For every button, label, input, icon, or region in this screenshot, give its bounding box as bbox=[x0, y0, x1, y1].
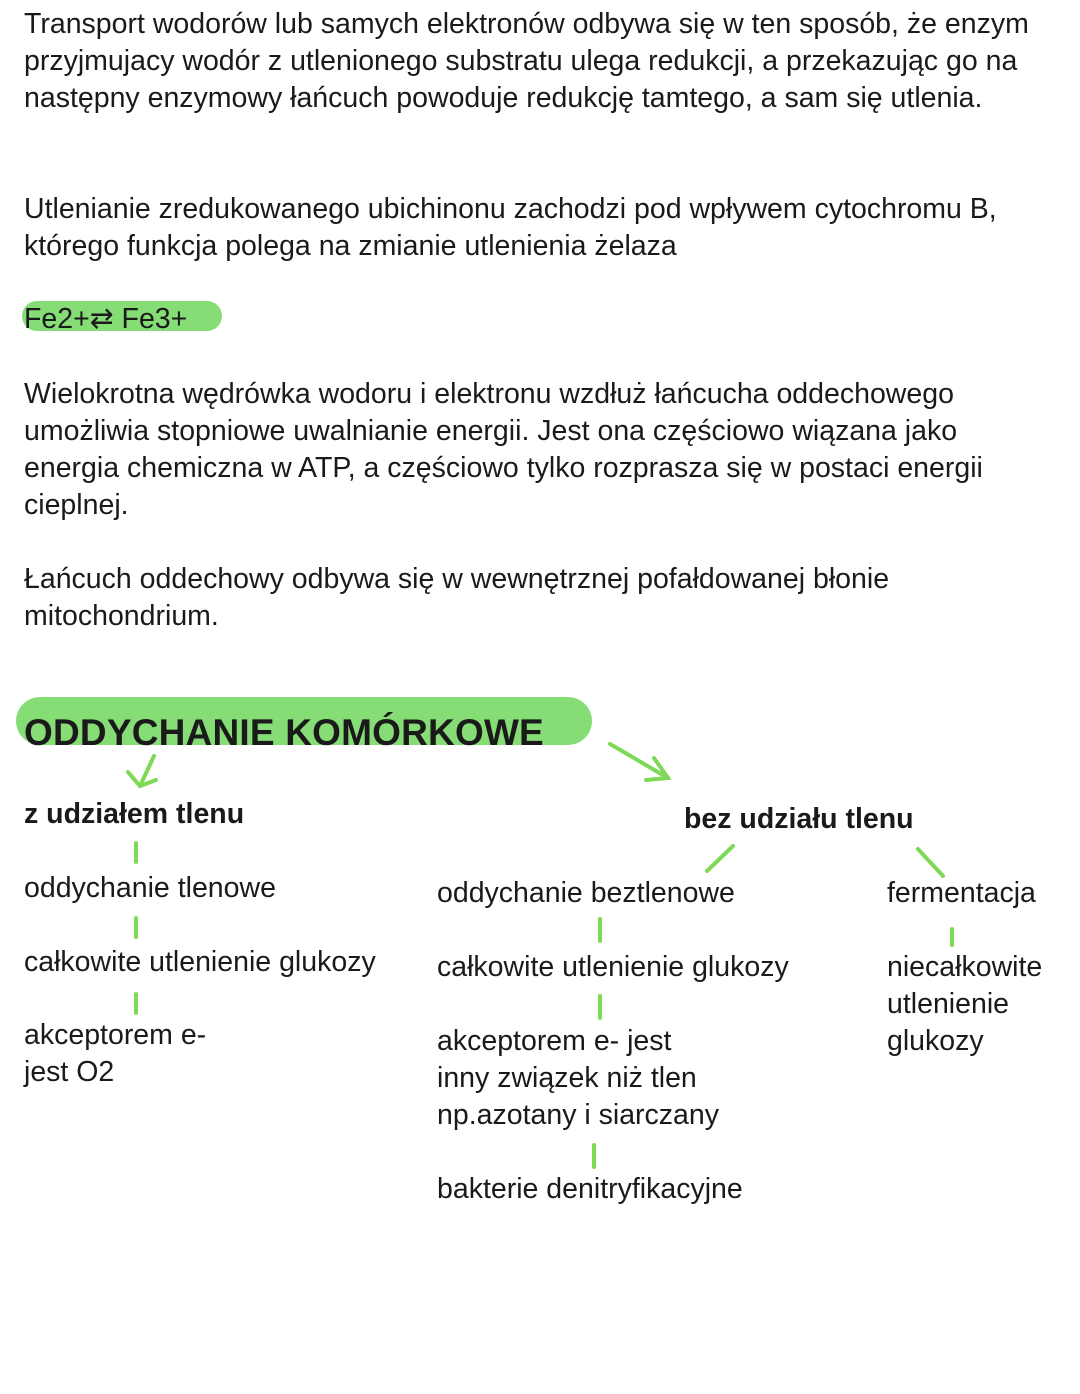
fermentation-oxidation-line3: glukozy bbox=[887, 1025, 984, 1057]
connector-anaerobic-respiration bbox=[707, 846, 733, 871]
paragraph-transport: Transport wodorów lub samych elektronów odbywa się w ten sposób, że enzym przyjmujacy wodór z utlenionego substratu ulega redukcji, a przekazując go na następny enzymowy łańcuch powoduje redukcję tamtego, a sam się utlenia. bbox=[24, 8, 1029, 114]
anaerobic-example: bakterie denitryfikacyjne bbox=[437, 1173, 743, 1205]
paragraph-energy: Wielokrotna wędrówka wodoru i elektronu wzdłuż łańcucha oddechowego umożliwia stopniowe uwalnianie energii. Jest ona częściowo wiązana jako energia chemiczna w ATP, a częściowo tylko rozprasza się w postaci energii cieplnej. bbox=[24, 378, 983, 521]
aerobic-heading: z udziałem tlenu bbox=[24, 798, 245, 830]
equation-fe: Fe2+⇄ Fe3+ bbox=[24, 303, 188, 335]
anaerobic-heading: bez udziału tlenu bbox=[684, 803, 914, 835]
aerobic-oxidation: całkowite utlenienie glukozy bbox=[24, 946, 376, 978]
arrow-to-aerobic-icon bbox=[128, 756, 156, 786]
anaerobic-acceptor-line1: akceptorem e- jest bbox=[437, 1025, 672, 1057]
fermentation-oxidation-line2: utlenienie bbox=[887, 988, 1010, 1020]
aerobic-acceptor-line1: akceptorem e- bbox=[24, 1019, 207, 1051]
paragraph-location: Łańcuch oddechowy odbywa się w wewnętrznej pofałdowanej błonie mitochondrium. bbox=[24, 563, 890, 632]
diagram-title: ODDYCHANIE KOMÓRKOWE bbox=[24, 712, 544, 753]
fermentation-type: fermentacja bbox=[887, 877, 1036, 909]
aerobic-type: oddychanie tlenowe bbox=[24, 872, 276, 904]
connector-fermentation bbox=[918, 849, 943, 876]
paragraph-ubichinon: Utlenianie zredukowanego ubichinonu zachodzi pod wpływem cytochromu B, którego funkcja polega na zmianie utlenienia żelaza bbox=[24, 193, 997, 262]
anaerobic-oxidation: całkowite utlenienie glukozy bbox=[437, 951, 789, 983]
anaerobic-acceptor-line2: inny związek niż tlen bbox=[437, 1062, 697, 1094]
anaerobic-type: oddychanie beztlenowe bbox=[437, 877, 735, 909]
anaerobic-acceptor-line3: np.azotany i siarczany bbox=[437, 1099, 719, 1131]
aerobic-acceptor-line2: jest O2 bbox=[24, 1056, 115, 1088]
arrow-to-anaerobic-icon bbox=[610, 744, 668, 780]
fermentation-oxidation-line1: niecałkowite bbox=[887, 951, 1043, 983]
